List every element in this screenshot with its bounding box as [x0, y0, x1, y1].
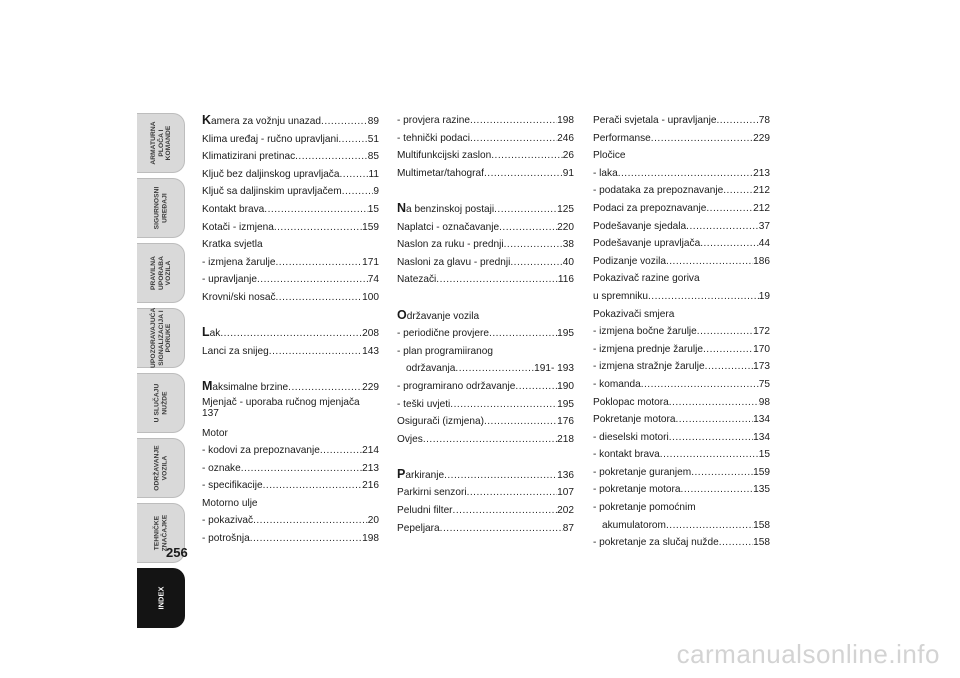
index-entry [397, 236, 574, 254]
entry-text: - izmjena žarulje [202, 256, 276, 268]
tab-upozoravajuca-signalizacija[interactable] [137, 308, 185, 368]
index-entry [202, 219, 379, 237]
entry-page: 213 [362, 462, 379, 474]
entry-page: 51 [367, 133, 379, 145]
entry-text: Ključ bez daljinskog upravljača [202, 168, 340, 180]
index-entry [593, 341, 770, 359]
entry-text: Podizanje vozila [593, 255, 666, 267]
entry-page: 229 [753, 132, 770, 144]
entry-text: aksimalne brzine [212, 381, 289, 393]
section-initial: P [397, 466, 406, 481]
entry-text: Ovjes [397, 433, 423, 445]
entry-page: 172 [753, 326, 770, 338]
index-entry [593, 464, 770, 482]
entry-page: 74 [367, 274, 379, 286]
entry-text: Ključ sa daljinskim upravljačem [202, 186, 342, 198]
index-entry [593, 534, 770, 552]
index-entry [593, 130, 770, 148]
entry-text: Osigurači (izmjena) [397, 416, 484, 428]
entry-text: - pokretanje za slučaj nužde [593, 537, 719, 549]
entry-page: 134 [753, 414, 770, 426]
entry-page: 9 [373, 186, 379, 198]
index-entry [397, 484, 574, 502]
entry-text: - podataka za prepoznavanje [593, 185, 724, 197]
index-heading: Pokazivači smjera [593, 308, 675, 320]
entry-page: 78 [758, 115, 770, 126]
tab-pravilna-uporaba[interactable] [137, 243, 185, 303]
tab-label: PRAVILNA UPORABA VOZILA [149, 255, 172, 291]
index-entry [593, 112, 770, 130]
index-entry [397, 325, 574, 343]
entry-text: - pokazivač [202, 515, 254, 527]
entry-text: - laka [593, 167, 618, 179]
index-heading: - plan programiiranog [397, 345, 493, 357]
entry-text: Naslon za ruku - prednji [397, 239, 504, 251]
entry-page: 229 [362, 381, 379, 393]
index-column-1 [202, 112, 379, 548]
index-entry [593, 358, 770, 376]
entry-text: - provjera razine [397, 115, 470, 126]
entry-page: 136 [557, 469, 574, 481]
entry-page: 40 [562, 256, 574, 268]
index-entry [593, 323, 770, 341]
entry-text: Perači svjetala - upravljanje [593, 115, 717, 126]
index-entry [202, 131, 379, 149]
entry-text: Lanci za snijeg [202, 345, 269, 357]
index-entry [397, 431, 574, 449]
entry-text: - specifikacije [202, 480, 263, 492]
entry-page: 220 [557, 221, 574, 233]
index-entry [397, 165, 574, 183]
tab-label: ODRŽAVANJE VOZILA [153, 445, 168, 491]
index-entry [397, 219, 574, 237]
entry-text: Pepeljara [397, 522, 440, 534]
entry-text: - oznake [202, 462, 241, 474]
entry-text: - izmjena prednje žarulje [593, 343, 703, 355]
index-entry [593, 517, 770, 535]
entry-text: arkiranje [405, 469, 445, 481]
index-heading [397, 307, 574, 326]
entry-page: 135 [753, 484, 770, 496]
entry-page: 89 [367, 116, 379, 127]
entry-page: 134 [753, 431, 770, 443]
index-entry [397, 271, 574, 289]
entry-text: a benzinskoj postaji [406, 203, 495, 215]
index-entry [397, 254, 574, 272]
entry-text: akumulatorom [602, 519, 666, 531]
tab-label: UPOZORAVAJUĆA SIGNALIZACIJA I PORUKE [149, 307, 172, 368]
entry-text: - tehnički podaci [397, 132, 470, 144]
entry-page: 212 [753, 185, 770, 197]
entry-text: Klimatizirani pretinac [202, 151, 296, 163]
entry-text: Podaci za prepoznavanje [593, 202, 707, 214]
entry-page: 159 [362, 221, 379, 233]
index-entry [593, 429, 770, 447]
entry-page: 38 [562, 239, 574, 251]
entry-page: 208 [362, 328, 379, 340]
entry-page: 186 [753, 255, 770, 267]
entry-page: 176 [557, 416, 574, 428]
entry-text: Kotači - izmjena [202, 221, 274, 233]
index-column-2 [397, 112, 574, 537]
tab-index[interactable] [137, 568, 185, 628]
index-entry [593, 165, 770, 183]
index-entry [397, 112, 574, 130]
index-entry [397, 147, 574, 165]
entry-text: ak [209, 328, 221, 340]
entry-text: amera za vožnju unazad [211, 116, 322, 127]
index-entry [593, 394, 770, 412]
index-entry [593, 446, 770, 464]
entry-text: Multifunkcijski zaslon [397, 150, 492, 162]
entry-page: 190 [557, 380, 574, 392]
entry-text: Klima uređaj - ručno upravljani [202, 133, 339, 145]
entry-page: 158 [753, 519, 770, 531]
entry-page: 26 [562, 150, 574, 162]
section-initial: O [397, 307, 407, 322]
entry-page: 171 [362, 256, 379, 268]
entry-text: Multimetar/tahograf [397, 167, 484, 179]
index-heading: Pokazivač razine goriva [593, 273, 700, 285]
entry-page: 87 [562, 522, 574, 534]
entry-text: - izmjena bočne žarulje [593, 326, 697, 338]
entry-page: 213 [753, 167, 770, 179]
entry-text: - komanda [593, 378, 641, 390]
entry-page: 246 [557, 132, 574, 144]
index-entry [593, 253, 770, 271]
section-initial: M [202, 378, 213, 393]
entry-page: 19 [758, 290, 770, 302]
index-entry-wrapped: Mjenjač - uporaba ručnog mjenjača 137 [202, 396, 360, 419]
index-entry [202, 289, 379, 307]
entry-page: 125 [557, 203, 574, 215]
entry-text: Podešavanje upravljača [593, 238, 701, 250]
entry-text: Natezači [397, 274, 437, 286]
index-entry [202, 512, 379, 530]
index-entry [397, 520, 574, 538]
index-entry [397, 413, 574, 431]
index-entry [202, 378, 379, 397]
index-column-3 [593, 112, 770, 552]
tab-label: INDEX [155, 586, 165, 610]
watermark: carmanualsonline.info [676, 639, 940, 669]
entry-page: 218 [557, 433, 574, 445]
entry-page: 212 [753, 202, 770, 214]
index-entry [202, 324, 379, 343]
entry-text: Kontakt brava [202, 203, 265, 215]
section-initial: K [202, 113, 212, 127]
entry-page: 159 [753, 466, 770, 478]
entry-page: 214 [362, 445, 379, 457]
index-heading: - pokretanje pomoćnim [593, 502, 696, 514]
index-heading: Pločice [593, 150, 626, 162]
entry-text: održavanja [406, 363, 456, 375]
index-heading: Motorno ulje [202, 497, 258, 509]
index-entry [593, 481, 770, 499]
index-entry [593, 218, 770, 236]
section-initial: N [397, 200, 407, 215]
entry-page: 20 [367, 515, 379, 527]
index-entry [593, 411, 770, 429]
entry-text: - periodične provjere [397, 328, 490, 340]
entry-text: Pokretanje motora [593, 414, 676, 426]
section-initial: L [202, 325, 210, 340]
index-entry [202, 148, 379, 166]
index-entry [202, 477, 379, 495]
entry-text: - potrošnja [202, 533, 250, 545]
entry-text: - pokretanje motora [593, 484, 681, 496]
entry-page: 98 [758, 396, 770, 408]
entry-page: 170 [753, 343, 770, 355]
index-entry [397, 502, 574, 520]
index-entry [593, 288, 770, 306]
entry-page: 191- 193 [534, 363, 574, 375]
entry-page: 91 [562, 167, 574, 179]
index-entry [202, 112, 379, 131]
entry-page: 75 [758, 378, 770, 390]
entry-page: 216 [362, 480, 379, 492]
index-entry [397, 200, 574, 219]
entry-text: Krovni/ski nosač [202, 291, 276, 303]
entry-text: Peludni filter [397, 505, 453, 517]
entry-text: - kontakt brava [593, 449, 660, 461]
index-entry [397, 360, 574, 378]
entry-page: 143 [362, 345, 379, 357]
entry-page: 44 [758, 238, 770, 250]
entry-text: Nasloni za glavu - prednji [397, 256, 511, 268]
page-number: 256 [166, 545, 188, 560]
entry-page: 85 [367, 151, 379, 163]
entry-text: Naplatci - označavanje [397, 221, 500, 233]
index-entry [202, 271, 379, 289]
tab-u-slucaju-nuzde[interactable] [137, 373, 185, 433]
index-entry [202, 166, 379, 184]
entry-page: 158 [753, 537, 770, 549]
index-entry [397, 130, 574, 148]
entry-page: 15 [758, 449, 770, 461]
entry-text: državanje vozila [406, 310, 480, 322]
index-entry [593, 182, 770, 200]
entry-text: - programirano održavanje [397, 380, 516, 392]
entry-page: 100 [362, 291, 379, 303]
entry-page: 11 [368, 168, 379, 180]
entry-text: Podešavanje sjedala [593, 220, 687, 232]
index-heading: Kratka svjetla [202, 239, 263, 251]
tab-sigurnosni-uredaji[interactable] [137, 178, 185, 238]
entry-page: 202 [557, 505, 574, 517]
index-heading: Motor [202, 427, 228, 439]
entry-text: - upravljanje [202, 274, 257, 286]
tab-armaturna-ploca[interactable] [137, 113, 185, 173]
index-entry [593, 200, 770, 218]
entry-text: u spremniku [593, 290, 648, 302]
entry-page: 107 [557, 487, 574, 499]
entry-page: 198 [362, 533, 379, 545]
entry-text: - kodovi za prepoznavanje [202, 445, 320, 457]
index-entry [202, 343, 379, 361]
tab-odrzavanje-vozila[interactable] [137, 438, 185, 498]
entry-text: - izmjena stražnje žarulje [593, 361, 705, 373]
tab-label: ARMATURNA PLOČA I KOMANDE [149, 121, 172, 165]
index-entry [202, 254, 379, 272]
entry-text: Performanse [593, 132, 651, 144]
entry-page: 15 [367, 203, 379, 215]
index-entry [202, 530, 379, 548]
index-entry [397, 396, 574, 414]
entry-page: 195 [557, 328, 574, 340]
entry-text: - dieselski motori [593, 431, 669, 443]
entry-text: - teški uvjeti [397, 398, 451, 410]
index-entry [593, 376, 770, 394]
entry-page: 37 [758, 220, 770, 232]
tab-label: SIGURNOSNI UREĐAJI [153, 186, 168, 230]
index-entry [202, 183, 379, 201]
entry-text: Poklopac motora [593, 396, 669, 408]
entry-page: 195 [557, 398, 574, 410]
index-entry [202, 201, 379, 219]
index-entry [202, 460, 379, 478]
entry-page: 173 [753, 361, 770, 373]
entry-page: 116 [557, 274, 574, 286]
tab-label: U SLUČAJU NUŽDE [153, 383, 168, 423]
entry-text: - pokretanje guranjem [593, 466, 692, 478]
index-entry [397, 466, 574, 485]
index-entry [202, 442, 379, 460]
entry-page: 198 [557, 115, 574, 126]
tab-label: TEHNIČKE ZNAČAJKE [153, 514, 168, 552]
index-entry [397, 378, 574, 396]
entry-text: Parkirni senzori [397, 487, 467, 499]
index-entry [593, 235, 770, 253]
